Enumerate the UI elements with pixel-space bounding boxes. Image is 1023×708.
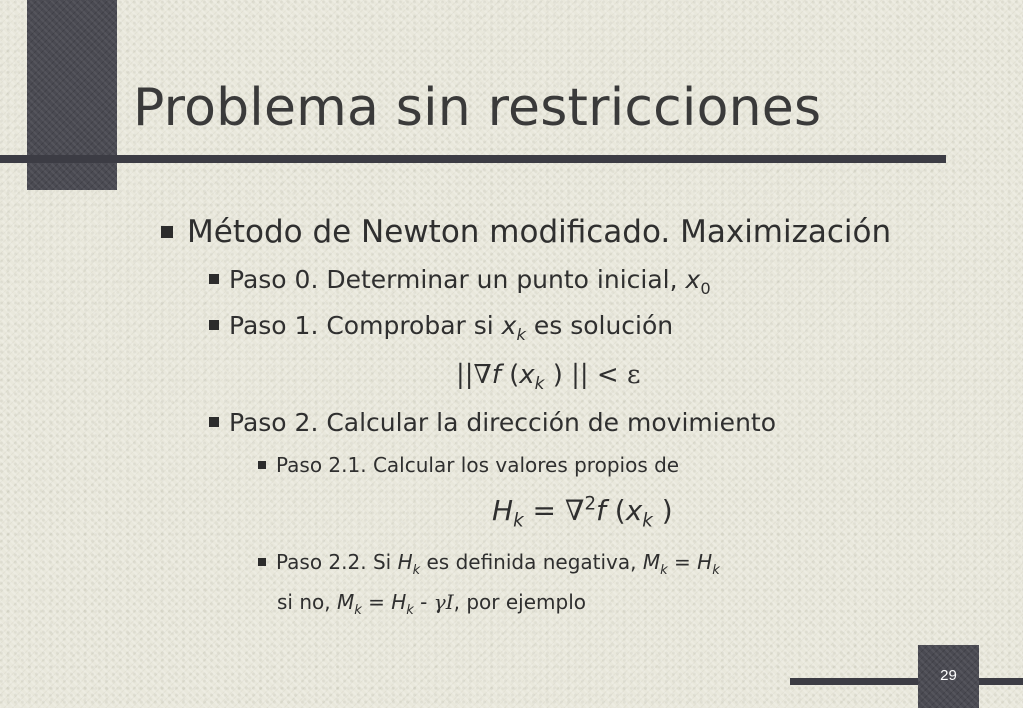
page-number: 29 xyxy=(940,667,957,684)
bullet-paso2 xyxy=(209,408,776,437)
math-subscript: k xyxy=(642,510,653,532)
nabla-symbol: ∇ xyxy=(564,494,585,527)
formula-gradient-norm xyxy=(456,360,641,394)
norm-close: || xyxy=(562,360,589,390)
bullet-paso22-else xyxy=(277,590,586,618)
equals: = xyxy=(523,494,565,527)
square-bullet-icon xyxy=(258,461,266,469)
square-bullet-icon xyxy=(209,274,219,284)
norm-open: || xyxy=(456,360,474,390)
equals: = xyxy=(361,590,392,614)
bullet-paso21 xyxy=(258,453,679,477)
math-subscript: 0 xyxy=(700,279,711,298)
bullet-text-mid: es definida negativa, xyxy=(420,550,643,574)
slide-title: Problema sin restricciones xyxy=(133,78,822,138)
bullet-paso22 xyxy=(258,550,720,578)
equals: = xyxy=(667,550,698,574)
minus: - xyxy=(413,590,434,614)
math-M: M xyxy=(642,550,661,574)
paren-open: ( xyxy=(500,360,520,390)
square-bullet-icon xyxy=(161,226,173,238)
math-H: H xyxy=(397,550,413,574)
less-than: < xyxy=(588,360,627,390)
math-subscript: k xyxy=(534,373,545,394)
math-x: x xyxy=(625,494,643,527)
math-subscript: k xyxy=(712,563,720,578)
math-H: H xyxy=(391,590,407,614)
math-subscript: k xyxy=(406,603,414,618)
square-bullet-icon xyxy=(209,417,219,427)
math-superscript: 2 xyxy=(584,493,597,515)
bullet-text-tail: es solución xyxy=(525,311,674,340)
paren-close: ) xyxy=(652,494,673,527)
bullet-text: Paso 1. Comprobar si xyxy=(229,311,502,340)
math-var: x xyxy=(685,265,701,294)
math-f: f xyxy=(491,360,501,390)
paren-close: ) xyxy=(544,360,563,390)
bullet-level1 xyxy=(161,214,891,250)
math-H: H xyxy=(697,550,713,574)
math-subscript: k xyxy=(513,510,524,532)
math-subscript: k xyxy=(660,563,668,578)
math-subscript: k xyxy=(354,603,362,618)
epsilon-symbol: ε xyxy=(627,360,641,390)
math-var: x xyxy=(501,311,517,340)
bullet-paso0 xyxy=(209,265,711,298)
gamma-symbol: γ xyxy=(433,590,446,614)
math-H: H xyxy=(492,494,514,527)
bullet-text: Paso 2. Calcular la dirección de movimiento xyxy=(229,408,777,437)
math-M: M xyxy=(336,590,355,614)
footer-bar xyxy=(790,678,1023,685)
bullet-text: Paso 2.2. Si xyxy=(276,550,398,574)
math-subscript: k xyxy=(516,325,526,344)
square-bullet-icon xyxy=(258,558,266,566)
formula-hessian xyxy=(492,493,673,532)
nabla-symbol: ∇ xyxy=(473,360,492,390)
identity-I: I xyxy=(445,590,454,614)
math-subscript: k xyxy=(412,563,421,578)
bullet-text: Método de Newton modificado. Maximización xyxy=(187,214,892,250)
paren-open: ( xyxy=(605,494,626,527)
square-bullet-icon xyxy=(209,320,219,330)
bullet-text-tail: , por ejemplo xyxy=(453,590,586,614)
bullet-text: Paso 2.1. Calcular los valores propios de xyxy=(276,453,680,477)
bullet-paso1 xyxy=(209,311,674,344)
bullet-text: Paso 0. Determinar un punto inicial, xyxy=(229,265,686,294)
math-f: f xyxy=(596,494,606,527)
bullet-text: si no, xyxy=(277,590,337,614)
math-x: x xyxy=(519,360,535,390)
